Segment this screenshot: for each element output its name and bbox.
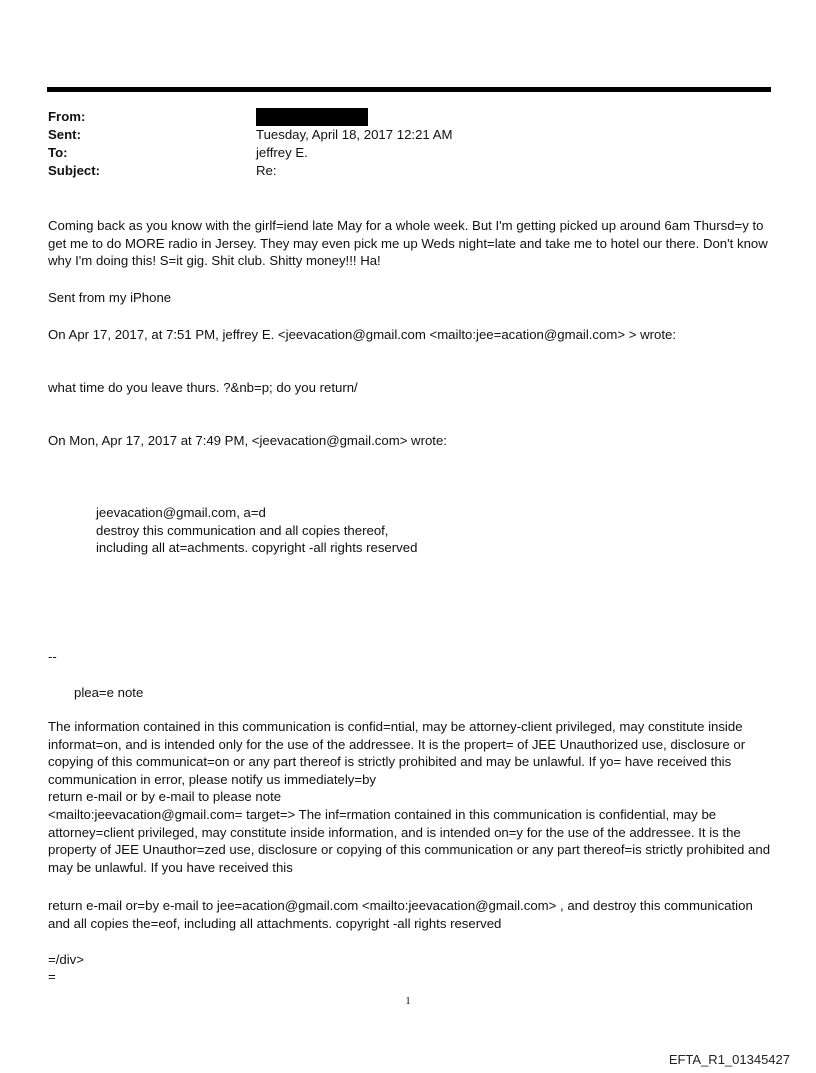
to-label: To:	[48, 145, 68, 160]
disclaimer3: <mailto:jeevacation@gmail.com= target=> The inf=rmation contained in this communication is confidential, may be attorney=client privileged, may constitute inside information, and is intended on=y for the use of the addressee. It is the property of JEE Unauthor=zed use, disclosure or copying of this communication or any part thereof=is strictly prohibited and may be unlawful. If you have received this	[48, 806, 771, 875]
quote2-line2: destroy this communication and all copies thereof,	[96, 522, 389, 538]
signature: Sent from my iPhone	[48, 290, 172, 305]
closing-line1: =/div>	[48, 952, 84, 967]
subject-value: Re:	[256, 163, 277, 178]
quote2-line3: including all at=achments. copyright -all rights reserved	[96, 540, 418, 556]
quote2-line1: jeevacation@gmail.com, a=d	[96, 505, 266, 520]
top-rule	[47, 87, 771, 92]
message-paragraph: Coming back as you know with the girlf=iend late May for a whole week. But I'm getting picked up around 6am Thursd=y to get me to do MORE radio in Jersey. They may even pick me up Weds night=late and take me to hotel our there. Don't know why I'm doing this! S=it gig. Shit club. Shitty money!!! Ha!	[48, 218, 768, 269]
subject-label: Subject:	[48, 163, 101, 178]
quote1-text: what time do you leave thurs. ?&nb=p; do you return/	[48, 380, 358, 395]
quote2-block	[48, 504, 816, 557]
from-label: From:	[48, 109, 86, 124]
quote2-header: On Mon, Apr 17, 2017 at 7:49 PM, <jeevacation@gmail.com> wrote:	[48, 433, 447, 448]
page-number: 1	[405, 995, 411, 1007]
note-line: plea=e note	[74, 685, 144, 700]
sent-label: Sent:	[48, 127, 81, 142]
disclaimer2: return e-mail or by e-mail to please note	[48, 789, 282, 805]
disclaimer-block	[48, 718, 778, 876]
sent-value: Tuesday, April 18, 2017 12:21 AM	[256, 127, 453, 142]
closing-line2: =	[48, 969, 56, 984]
separator-dashes: --	[48, 649, 57, 664]
from-value	[256, 108, 368, 126]
document-id: EFTA_R1_01345427	[668, 1052, 790, 1067]
redaction-box	[256, 108, 368, 126]
disclaimer4: return e-mail or=by e-mail to jee=acation@gmail.com <mailto:jeevacation@gmail.com> , and destroy this communication and all copies the=eof, including all attachments. copyright -all rights reserved	[48, 898, 753, 931]
quote1-header: On Apr 17, 2017, at 7:51 PM, jeffrey E. <jeevacation@gmail.com <mailto:jee=acation@gmail.com> > wrote:	[48, 327, 676, 342]
disclaimer1: The information contained in this communication is confid=ntial, may be attorney-client privileged, may constitute inside informat=on, and is intended only for the use of the addressee. It is the propert= of JEE Unauthorized use, disclosure or copying of this communicat=on or any part thereof is strictly prohibited and may be unlawful. If yo= have received this communication in error, please notify us immediately=by	[48, 719, 746, 787]
to-value: jeffrey E.	[256, 145, 308, 160]
